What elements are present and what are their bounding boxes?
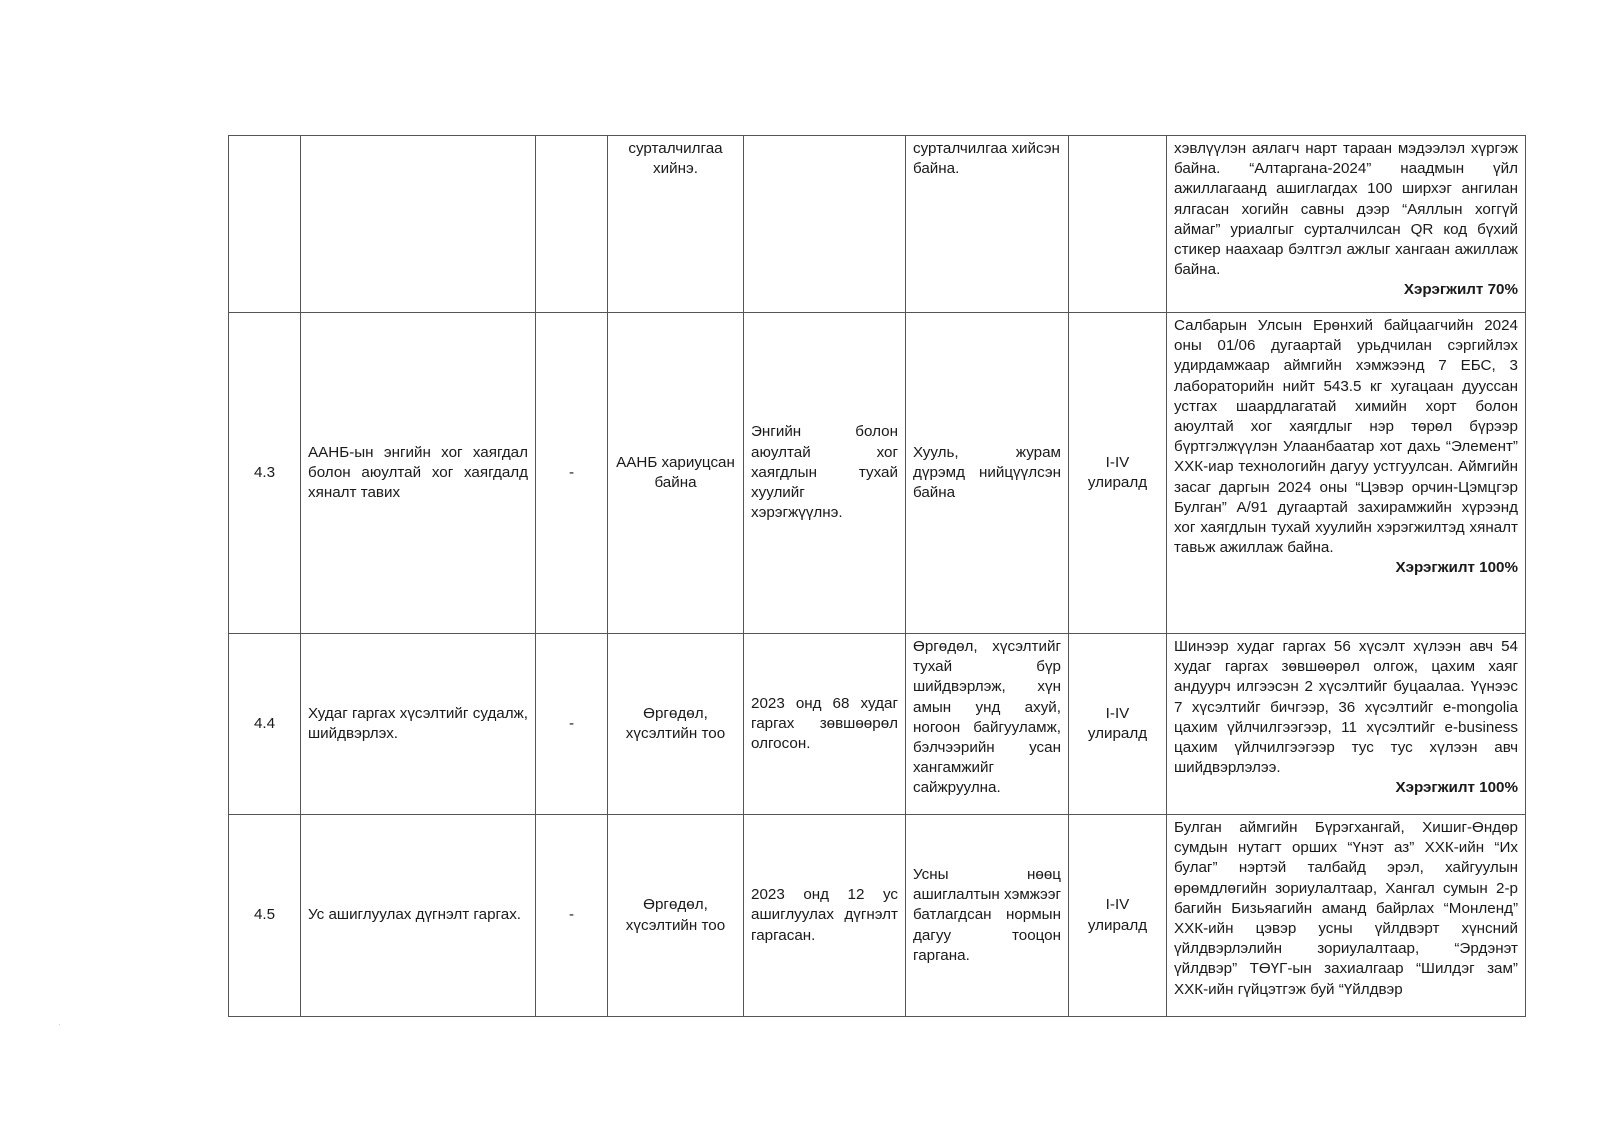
status-label: Хэрэгжилт 70% — [1403, 281, 1518, 299]
cell-task: Ус ашиглуулах дүгнэлт гаргах. — [301, 815, 536, 1017]
cell-expected: Усны нөөц ашиглалтын хэмжээг батлагдсан нормын дагуу тооцон гаргана. — [906, 815, 1069, 1017]
cell-baseline: - — [536, 313, 608, 634]
cell-baseline — [536, 136, 608, 313]
cell-report — [1167, 136, 1526, 313]
cell-num: 4.5 — [229, 815, 301, 1017]
status-label: Хэрэгжилт 100% — [1395, 779, 1518, 797]
cell-report — [1167, 634, 1526, 815]
cell-criteria: 2023 онд 12 ус ашиглуулах дүгнэлт гаргасан. — [744, 815, 906, 1017]
table-row — [229, 136, 1526, 313]
cell-baseline: - — [536, 634, 608, 815]
cell-period: I-IV улиралд — [1069, 634, 1167, 815]
cell-expected: Хууль, журам дүрэмд нийцүүлсэн байна — [906, 313, 1069, 634]
cell-num — [229, 136, 301, 313]
cell-period — [1069, 136, 1167, 313]
cell-indicator: ААНБ хариуцсан байна — [608, 313, 744, 634]
cell-period: I-IV улиралд — [1069, 313, 1167, 634]
cell-criteria: Энгийн болон аюултай хог хаягдлын тухай хуулийг хэрэгжүүлнэ. — [744, 313, 906, 634]
report-text: Шинээр худаг гаргах 56 хүсэлт хүлээн авч 54 худаг гаргах зөвшөөрөл олгож, цахим хаяг андуурч илгээсэн 2 хүсэлтийг буцаалаа. Үүнээс 7 хүсэлтийг бичгээр, 36 хүсэлтийг e-mongolia цахим үйлчилгээгээр, 11 хүсэлтийг e-business цахим үйлчилгээгээр тус тус хүлээн авч шийдвэрлэлээ. — [1174, 638, 1518, 777]
cell-report — [1167, 815, 1526, 1017]
report-text: хэвлүүлэн аялагч нарт тараан мэдээлэл хүргэж байна. “Алтаргана-2024” наадмын үйл ажиллагаанд ашиглагдах 100 ширхэг ангилан ялгасан хогийн савны дээр “Аяллын хоггүй аймаг” уриалгыг сурталчилсан QR код бүхий стикер наахаар бэлтгэл ажлыг хангаан ажиллаж байна. — [1174, 140, 1518, 279]
report-text: Булган аймгийн Бүрэгхангай, Хишиг-Өндөр сумдын нутагт орших “Үнэт аз” ХХК-ийн “Их булаг” нэртэй талбайд эрэл, хайгуулын өрөмдлөгийн зориулалтаар, Хангал сумын 2-р багийн Бизьяагийн аманд байрлах “Монленд” ХХК-ийн цэвэр усны үйлдвэрт хүнсний үйлдвэрлэлийн зориулалтаар, “Эрдэнэт үйлдвэр” ТӨҮГ-ын захиалгаар “Шилдэг зам” ХХК-ийн гүйцэтгэж буй “Үйлдвэр — [1174, 819, 1518, 998]
cell-task — [301, 136, 536, 313]
cell-criteria: сурталчилгаа хийнэ. — [608, 136, 744, 313]
cell-num: 4.3 — [229, 313, 301, 634]
cell-report — [1167, 313, 1526, 634]
cell-num: 4.4 — [229, 634, 301, 815]
cell-indicator: Өргөдөл, хүсэлтийн тоо — [608, 815, 744, 1017]
scan-speck: · — [58, 1020, 61, 1029]
status-label: Хэрэгжилт 100% — [1395, 559, 1518, 577]
cell-task: ААНБ-ын энгийн хог хаягдал болон аюултай хог хаягдалд хяналт тавих — [301, 313, 536, 634]
table-row — [229, 634, 1526, 815]
cell-criteria: 2023 онд 68 худаг гаргах зөвшөөрөл олгосон. — [744, 634, 906, 815]
report-table — [228, 135, 1526, 1017]
cell-expected: Өргөдөл, хүсэлтийг тухай бүр шийдвэрлэж, хүн амын унд ахуй, ногоон байгууламж, бэлчээрийн усан хангамжийг сайжруулна. — [906, 634, 1069, 815]
table-row — [229, 815, 1526, 1017]
cell-baseline: - — [536, 815, 608, 1017]
cell-indicator: Өргөдөл, хүсэлтийн тоо — [608, 634, 744, 815]
cell-result: сурталчилгаа хийсэн байна. — [906, 136, 1069, 313]
cell-period: I-IV улиралд — [1069, 815, 1167, 1017]
table-row — [229, 313, 1526, 634]
cell-task: Худаг гаргах хүсэлтийг судалж, шийдвэрлэх. — [301, 634, 536, 815]
cell-indicator — [744, 136, 906, 313]
report-text: Салбарын Улсын Ерөнхий байцаагчийн 2024 оны 01/06 дугаартай урьдчилан сэргийлэх удирдамжаар аймгийн хэмжээнд 7 ЕБС, 3 лабораторийн нийт 543.5 кг хугацаан дууссан устгах шаардлагатай химийн хорт болон аюултай хог хаягдлыг нэр төрөл бүрээр бүртгэлжүүлэн Улаанбаатар хот дахь “Элемент” ХХК-иар технологийн дагуу устгуулсан. Аймгийн засаг даргын 2024 оны “Цэвэр орчин-Цэмцгэр Булган” А/91 дугаартай захирамжийн хүрээнд хог хаягдлын тухай хуулийн хэрэгжилтэд хяналт тавьж ажиллаж байна. — [1174, 317, 1518, 557]
